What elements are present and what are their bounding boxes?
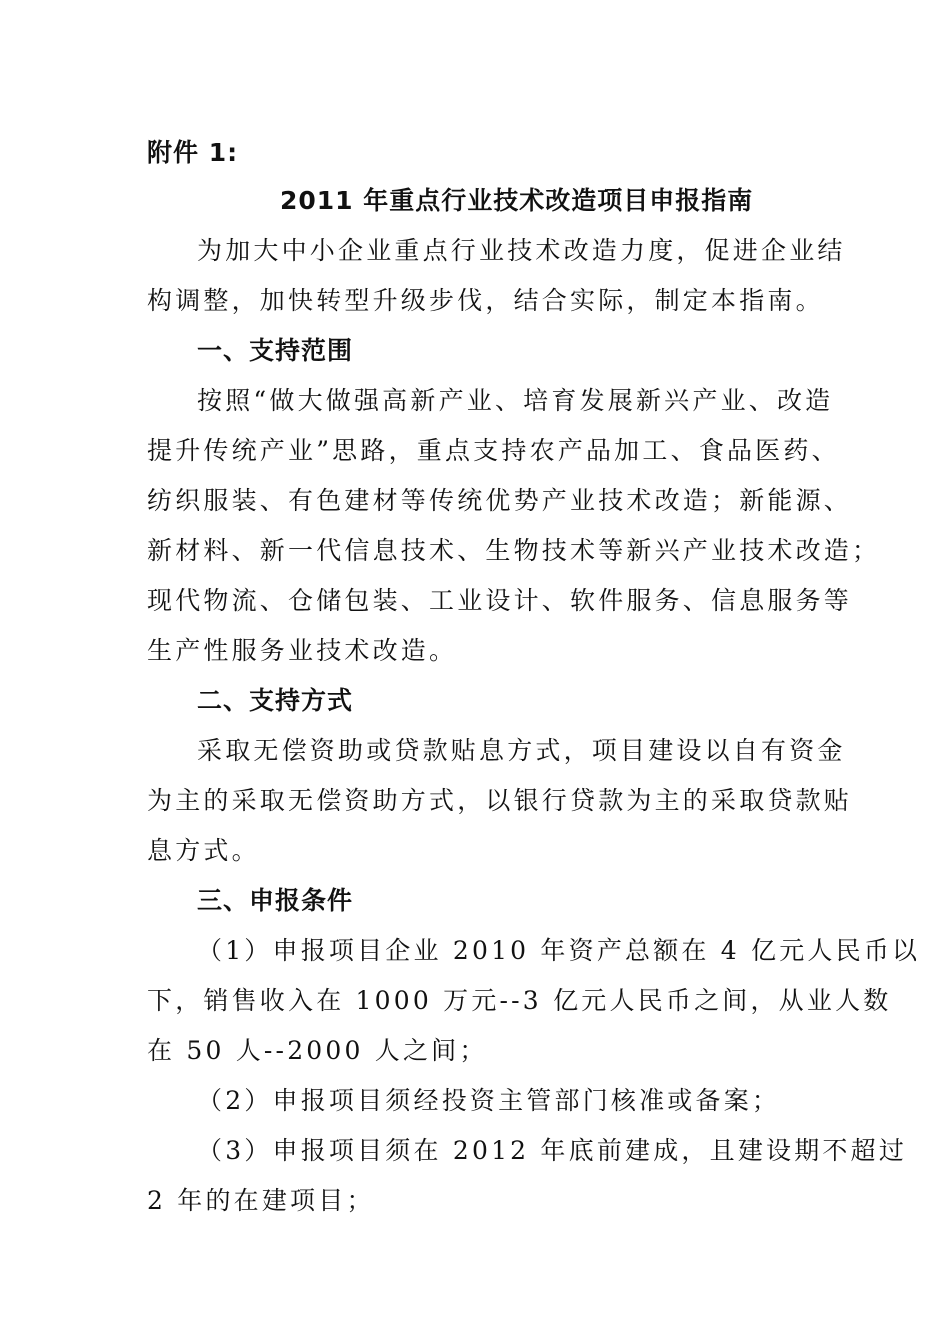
paragraph-line: 纺织服装、有色建材等传统优势产业技术改造；新能源、 — [147, 486, 853, 515]
condition-line: 下，销售收入在 1000 万元--3 亿元人民币之间，从业人数 — [147, 986, 892, 1015]
document-title: 2011 年重点行业技术改造项目申报指南 — [280, 186, 754, 215]
condition-line: （1）申报项目企业 2010 年资产总额在 4 亿元人民币以 — [197, 936, 921, 965]
paragraph-line: 提升传统产业”思路，重点支持农产品加工、食品医药、 — [147, 436, 840, 465]
paragraph-line: 新材料、新一代信息技术、生物技术等新兴产业技术改造； — [147, 536, 881, 565]
intro-line: 为加大中小企业重点行业技术改造力度，促进企业结 — [197, 236, 846, 265]
section-heading-conditions: 三、申报条件 — [197, 886, 354, 915]
section-heading-method: 二、支持方式 — [197, 686, 354, 715]
paragraph-line: 息方式。 — [147, 836, 260, 865]
paragraph-line: 按照“做大做强高新产业、培育发展新兴产业、改造 — [197, 386, 834, 415]
intro-line: 构调整，加快转型升级步伐，结合实际，制定本指南。 — [147, 286, 824, 315]
condition-line: （2）申报项目须经投资主管部门核准或备案； — [197, 1086, 781, 1115]
paragraph-line: 生产性服务业技术改造。 — [147, 636, 458, 665]
condition-line: 2 年的在建项目； — [147, 1186, 375, 1215]
paragraph-line: 为主的采取无偿资助方式，以银行贷款为主的采取贷款贴 — [147, 786, 853, 815]
condition-line: （3）申报项目须在 2012 年底前建成，且建设期不超过 — [197, 1136, 908, 1165]
attachment-label: 附件 1: — [147, 138, 239, 167]
section-heading-scope: 一、支持范围 — [197, 336, 354, 365]
paragraph-line: 采取无偿资助或贷款贴息方式，项目建设以自有资金 — [197, 736, 846, 765]
condition-line: 在 50 人--2000 人之间； — [147, 1036, 488, 1065]
paragraph-line: 现代物流、仓储包装、工业设计、软件服务、信息服务等 — [147, 586, 853, 615]
